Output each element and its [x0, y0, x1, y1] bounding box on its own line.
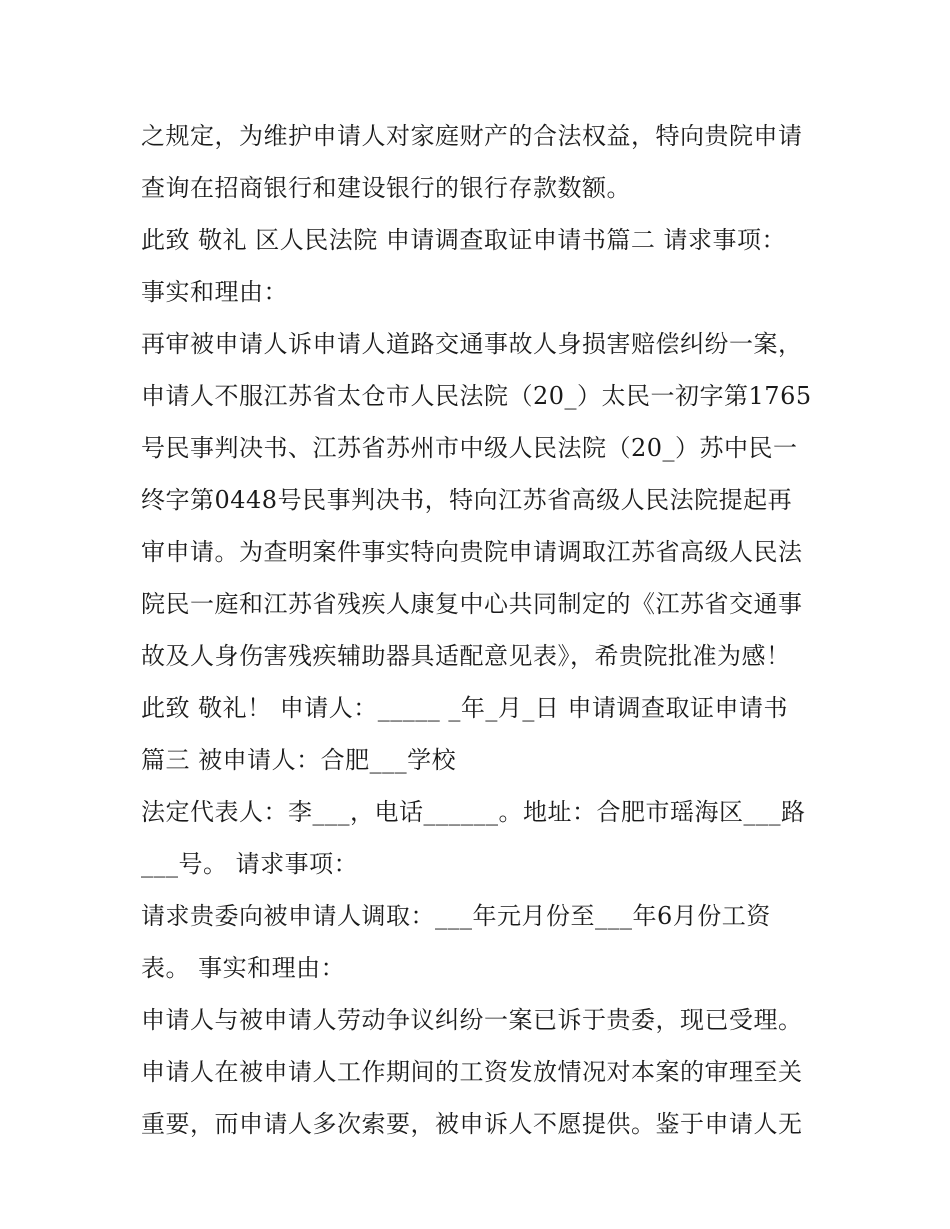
text-line: 表。 事实和理由：: [141, 954, 346, 982]
text-line: 再审被申请人诉申请人道路交通事故人身损害赔偿纠纷一案，: [141, 330, 803, 358]
text-line: 查询在招商银行和建设银行的银行存款数额。: [141, 174, 631, 202]
text-line: 申请人在被申请人工作期间的工资发放情况对本案的审理至关: [141, 1058, 803, 1086]
text-line: 申请人与被申请人劳动争议纠纷一案已诉于贵委，现已受理。: [141, 1006, 803, 1034]
document-body: [141, 110, 821, 1150]
text-line: 事实和理由：: [141, 278, 288, 306]
text-line: 重要，而申请人多次索要，被申诉人不愿提供。鉴于申请人无: [141, 1110, 803, 1138]
text-line: 申请人不服江苏省太仓市人民法院（20_）太民一初字第1765: [141, 382, 812, 410]
text-line: 之规定，为维护申请人对家庭财产的合法权益，特向贵院申请: [141, 122, 803, 150]
text-line: 终字第0448号民事判决书，特向江苏省高级人民法院提起再: [141, 486, 793, 514]
text-line: 篇三 被申请人：合肥___学校: [141, 746, 457, 774]
text-line: 此致 敬礼 区人民法院 申请调查取证申请书篇二 请求事项：: [141, 226, 787, 254]
text-line: 审申请。为查明案件事实特向贵院申请调取江苏省高级人民法: [141, 538, 803, 566]
text-line: 院民一庭和江苏省残疾人康复中心共同制定的《江苏省交通事: [141, 590, 803, 618]
text-line: ___号。 请求事项：: [141, 850, 359, 878]
text-line: 法定代表人：李___，电话______。地址：合肥市瑶海区___路: [141, 798, 806, 826]
text-line: 号民事判决书、江苏省苏州市中级人民法院（20_）苏中民一: [141, 434, 798, 462]
text-line: 故及人身伤害残疾辅助器具适配意见表》，希贵院批准为感！: [141, 642, 791, 670]
text-line: 请求贵委向被申请人调取：___年元月份至___年6月份工资: [141, 902, 771, 930]
text-line: 此致 敬礼！ 申请人：_____ _年_月_日 申请调查取证申请书: [141, 694, 789, 722]
